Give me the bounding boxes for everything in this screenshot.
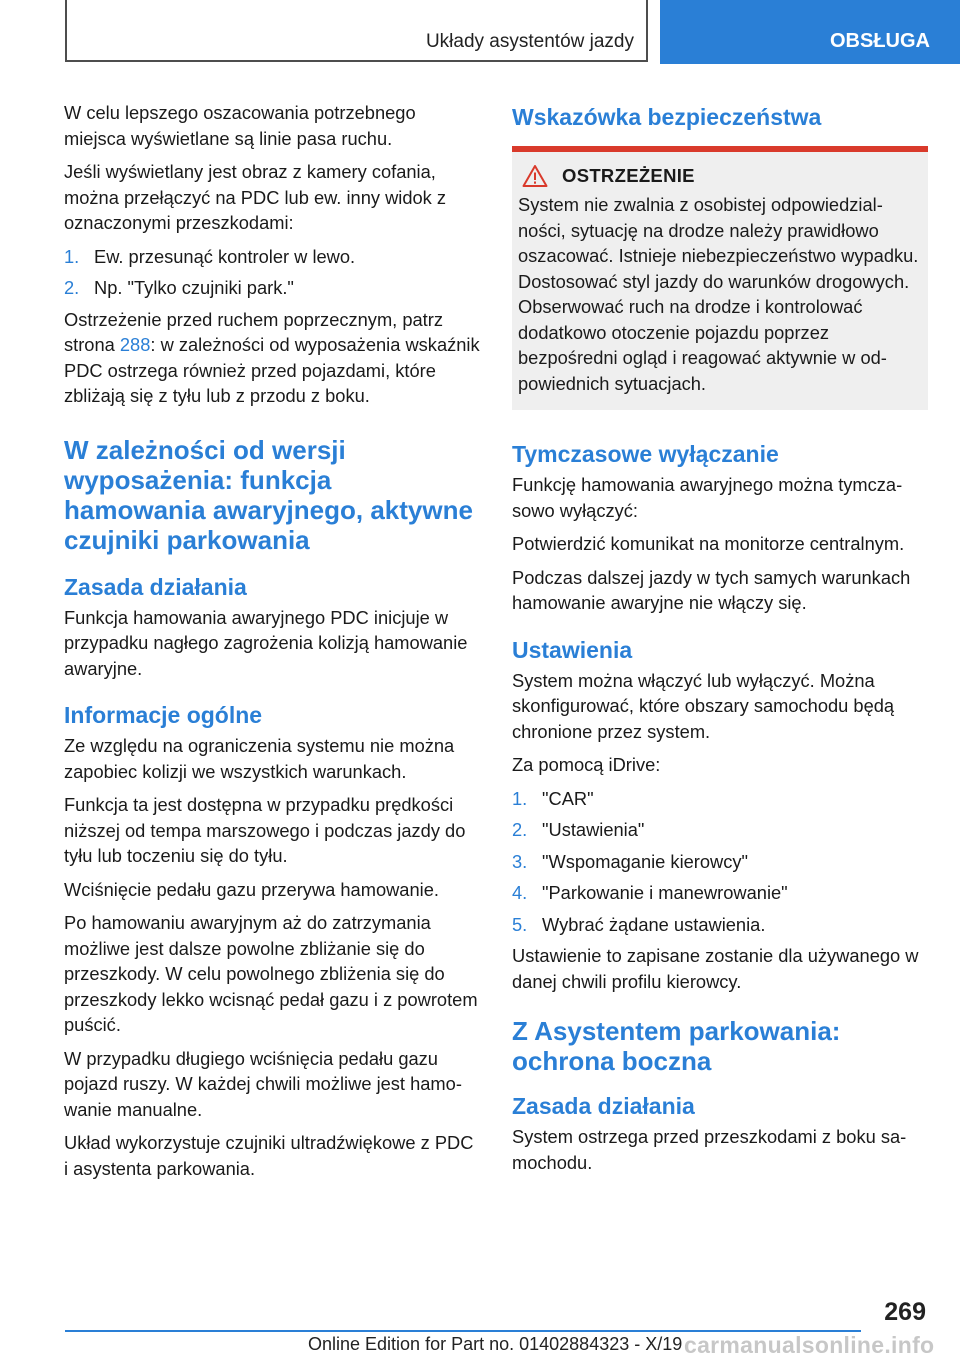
list-text: "Wspomaganie kierowcy" — [542, 850, 749, 872]
subsection-heading: Informacje ogólne — [64, 702, 263, 728]
subsection-heading: Tymczasowe wyłączanie — [512, 441, 779, 467]
paragraph-cross-traffic — [64, 307, 480, 409]
text: Ostrzeżenie przed ruchem poprzecznym, patrz strona — [64, 308, 443, 355]
page-link[interactable]: 288 — [119, 334, 151, 355]
list-number: 2. — [64, 277, 80, 298]
footer-edition: Online Edition for Part no. 01402884323 - X/19 — [308, 1334, 683, 1354]
list-number: 1. — [64, 245, 80, 267]
paragraph: W przypadku długiego wciśnięcia pedału gazu pojazd ruszy. W każdej chwili możliwe jest hamowanie manualne. — [64, 1047, 462, 1120]
steps-list — [64, 244, 480, 301]
paragraph: Potwierdzić komunikat na monitorze centralnym. — [512, 533, 905, 554]
text: : w zależności od wyposażenia wskaźnik PDC ostrzega również przed pojazdami, które zbliżają się z tyłu lub z przodu z boku. — [64, 334, 480, 406]
watermark: carmanualsonline.info — [684, 1332, 935, 1358]
list-item — [512, 849, 928, 875]
section-heading: Z Asystentem parkowania: ochrona boczna — [512, 1016, 841, 1076]
list-text: "Ustawienia" — [542, 819, 645, 840]
list-text: "Parkowanie i manewrowanie" — [542, 882, 788, 903]
list-item — [64, 244, 480, 270]
list-text: "CAR" — [542, 787, 594, 809]
paragraph: System ostrzega przed przeszkodami z boku samochodu. — [512, 1126, 907, 1173]
header-frame — [65, 0, 648, 62]
list-number: 2. — [512, 819, 528, 840]
list-item — [512, 880, 928, 906]
safety-heading: Wskazówka bezpieczeństwa — [512, 104, 822, 130]
paragraph: Wciśnięcie pedału gazu przerywa hamowanie. — [64, 878, 439, 900]
paragraph: Za pomocą iDrive: — [512, 754, 661, 775]
paragraph: Funkcja hamowania awaryjnego PDC inicjuje w przypadku nagłego zagrożenia kolizją hamowanie awaryjne. — [64, 606, 468, 679]
list-text: Ew. przesunąć kontroler w lewo. — [94, 245, 356, 267]
list-number: 3. — [512, 850, 528, 872]
paragraph: Funkcję hamowania awaryjnego można tymczasowo wyłączyć: — [512, 474, 903, 521]
paragraph: Ze względu na ograniczenia systemu nie można zapobiec kolizji we wszystkich warunkach. — [64, 735, 455, 782]
paragraph: Ustawienie to zapisane zostanie dla używanego w danej chwili profilu kierowcy. — [512, 945, 919, 992]
warning-header — [518, 164, 920, 188]
list-item — [512, 786, 928, 812]
warning-label: OSTRZEŻENIE — [562, 165, 695, 186]
paragraph: Jeśli wyświetlany jest obraz z kamery cofania, można przełączyć na PDC lub ew. inny widok z oznaczonymi przeszkodami: — [64, 161, 447, 233]
list-text: Wybrać żądane ustawienia. — [542, 913, 766, 935]
paragraph: System można włączyć lub wyłączyć. Można skonfigurować, które obszary samochodu będą chronione przez system. — [512, 669, 895, 742]
list-text: Np. "Tylko czujniki park." — [94, 277, 294, 298]
chapter-tab[interactable] — [660, 0, 960, 64]
section-title: Układy asystentów jazdy — [425, 31, 634, 52]
idrive-steps-list — [512, 786, 928, 938]
paragraph: Po hamowaniu awaryjnym aż do zatrzymania możliwe jest dalsze powolne zbliżanie się do przeszkody. W celu powolnego zbliżenia się do przeszkody lekko wcisnąć pedał gazu i z powrotem puścić. — [64, 912, 478, 1035]
page-number: 269 — [884, 1298, 926, 1326]
subsection-heading: Zasada działania — [512, 1093, 695, 1119]
paragraph: Podczas dalszej jazdy w tych samych warunkach hamowanie awaryjne nie włączy się. — [512, 566, 911, 613]
section-heading: W zależności od wersji wyposażenia: funkcja hamowania awaryjnego, aktywne czujniki parkowania — [64, 434, 473, 555]
left-column — [64, 100, 480, 1189]
paragraph: Układ wykorzystuje czujniki ultradźwiękowe z PDC i asystenta parkowania. — [64, 1132, 474, 1179]
list-number: 4. — [512, 882, 528, 903]
warning-text: System nie zwalnia z osobistej odpowiedzialności, sytuację na drodze należy prawidłowo oszacować. Istnieje niebezpieczeństwo wypadku. Dostosować styl jazdy do warunków drogowych. Obserwować ruch na drodze i kontrolować dodatkowo otoczenie pojazdu poprzez bezpośredni ogląd i reagować aktywnie w odpowiednich sytuacjach. — [518, 194, 919, 394]
warning-triangle-icon — [522, 164, 548, 188]
list-item — [512, 817, 928, 843]
paragraph: W celu lepszego oszacowania potrzebnego miejsca wyświetlane są linie pasa ruchu. — [64, 102, 416, 149]
subsection-heading: Zasada działania — [64, 573, 247, 600]
subsection-heading: Ustawienia — [512, 636, 633, 663]
list-number: 1. — [512, 787, 528, 809]
list-item — [512, 912, 928, 938]
list-number: 5. — [512, 913, 528, 935]
paragraph: Funkcja ta jest dostępna w przypadku prędkości niższej od tempa marszowego i podczas jazdy do tyłu lub toczeniu się do tyłu. — [64, 794, 466, 866]
chapter-tab-label: OBSŁUGA — [830, 30, 930, 52]
warning-box — [512, 146, 928, 410]
right-column — [512, 100, 928, 1183]
list-item — [64, 275, 480, 301]
